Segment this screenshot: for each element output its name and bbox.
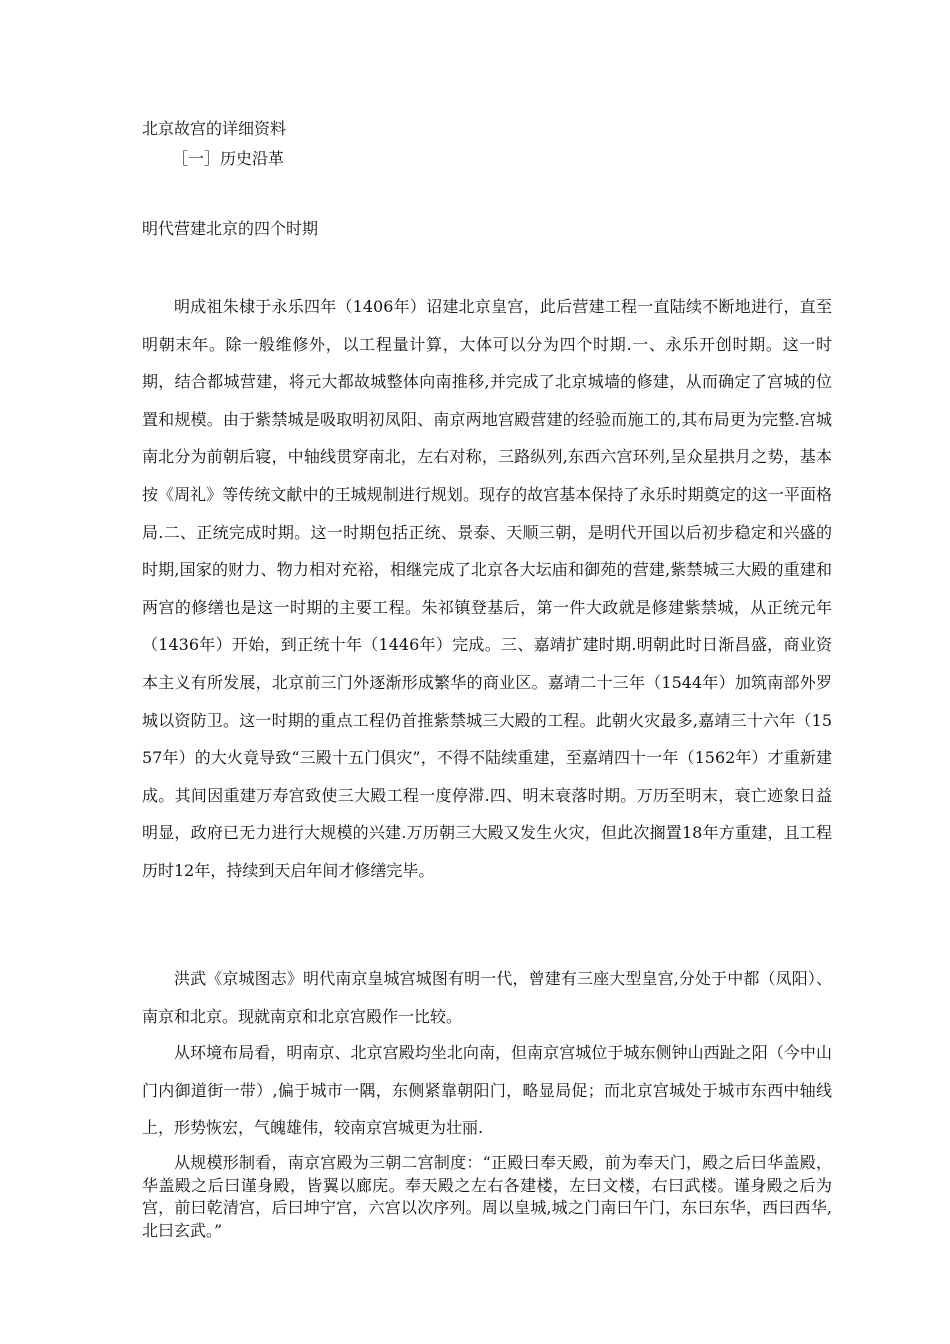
subheading: 明代营建北京的四个时期 [142, 219, 319, 238]
paragraph-layout-comparison: 从环境布局看，明南京、北京宫殿均坐北向南，但南京宫城位于城东侧钟山西趾之阳（今中山门内御道街一带）,偏于城市一隅，东侧紧靠朝阳门，略显局促；而北京宫城处于城市东西中轴线上，形势恢宏，气魄雄伟，较南京宫城更为壮丽. [142, 1043, 832, 1138]
paragraph-scale-comparison: 从规模形制看，南京宫殿为三朝二宫制度：“正殿曰奉天殿，前为奉天门，殿之后曰华盖殿，华盖殿之后曰谨身殿，皆翼以廊庑。奉天殿之左右各建楼，左曰文楼，右曰武楼。谨身殿之后为宫，前曰乾清宫，后曰坤宁宫，六宫以次序列。周以皇城,城之门南曰午门，东曰东华，西曰西华,北曰玄武。” [142, 1153, 832, 1240]
document-title: 北京故宫的详细资料 [142, 119, 287, 138]
paragraph-three-palaces: 洪武《京城图志》明代南京皇城宫城图有明一代，曾建有三座大型皇宫,分处于中都（凤阳）、南京和北京。现就南京和北京宫殿作一比较。 [142, 969, 832, 1026]
paragraph-four-periods: 明成祖朱棣于永乐四年（1406年）诏建北京皇宫，此后营建工程一直陆续不断地进行，直至明朝末年。除一般维修外，以工程量计算，大体可以分为四个时期.一、永乐开创时期。这一时期，结合都城营建，将元大都故城整体向南推移,并完成了北京城墙的修建，从而确定了宫城的位置和规模。由于紫禁城是吸取明初凤阳、南京两地宫殿营建的经验而施工的,其布局更为完整.宫城南北分为前朝后寝，中轴线贯穿南北，左右对称，三路纵列,东西六宫环列,呈众星拱月之势，基本按《周礼》等传统文献中的王城规制进行规划。现存的故宫基本保持了永乐时期奠定的这一平面格局.二、正统完成时期。这一时期包括正统、景泰、天顺三朝，是明代开国以后初步稳定和兴盛的时期,国家的财力、物力相对充裕，相继完成了北京各大坛庙和御苑的营建,紫禁城三大殿的重建和两宫的修缮也是这一时期的主要工程。朱祁镇登基后，第一件大政就是修建紫禁城，从正统元年（1436年）开始，到正统十年（1446年）完成。三、嘉靖扩建时期.明朝此时日渐昌盛，商业资本主义有所发展，北京前三门外逐渐形成繁华的商业区。嘉靖二十三年（1544年）加筑南部外罗城以资防卫。这一时期的重点工程仍首推紫禁城三大殿的工程。此朝火灾最多,嘉靖三十六年（1557年）的大火竟导致“三殿十五门俱灾”，不得不陆续重建，至嘉靖四十一年（1562年）才重新建成。其间因重建万寿宫致使三大殿工程一度停滞.四、明末衰落时期。万历至明末，衰亡迹象日益明显，政府已无力进行大规模的兴建.万历朝三大殿又发生火灾，但此次搁置18年方重建，且工程历时12年，持续到天启年间才修缮完毕。 [142, 297, 832, 880]
section-heading: ［一］历史沿革 [172, 149, 285, 168]
